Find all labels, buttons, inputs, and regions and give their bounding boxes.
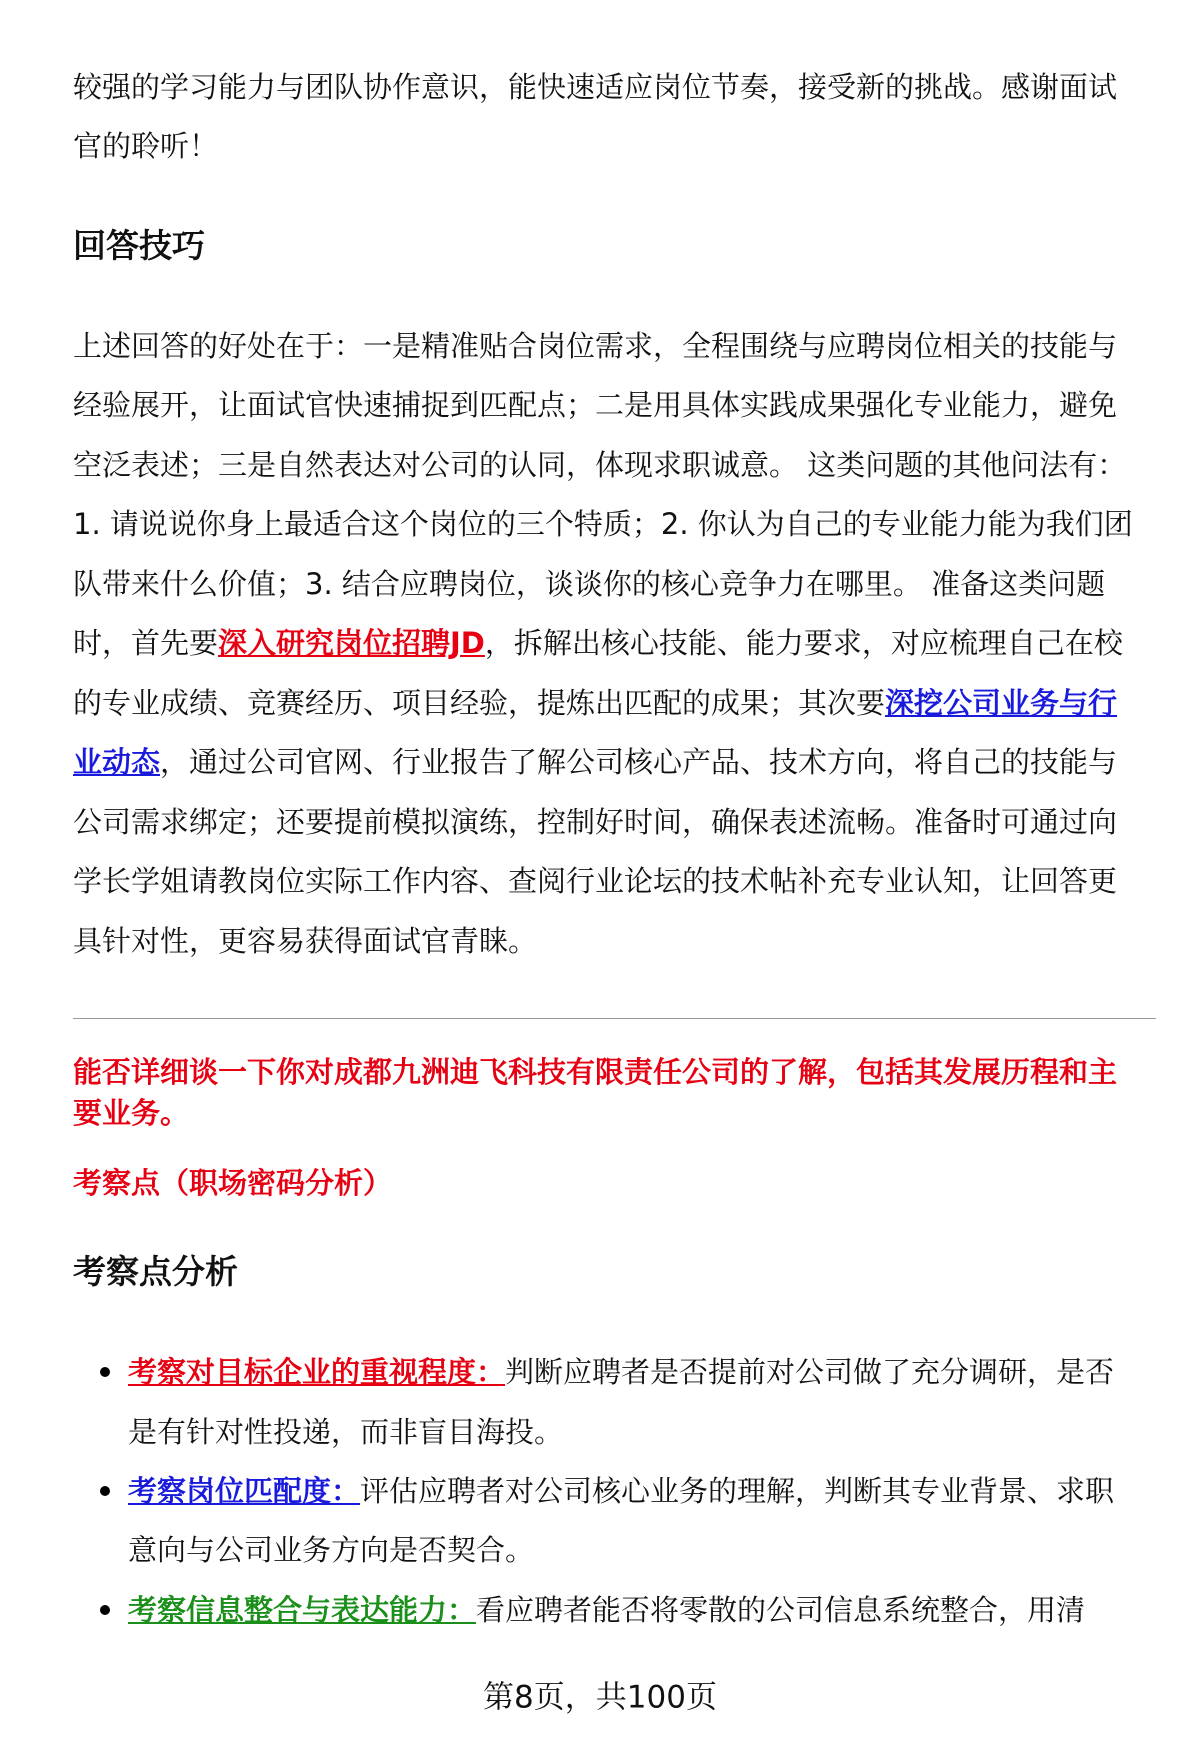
bullet-label[interactable]: 考察对目标企业的重视程度： [128,1355,506,1389]
tips-line: 学长学姐请教岗位实际工作内容、查阅行业论坛的技术帖补充专业认知，让回答更 [73,864,1118,898]
bullet-item [128,1352,1114,1392]
divider [73,1018,1156,1019]
bullet-item [128,1471,1114,1511]
text: ，拆解出核心技能、能力要求，对应梳理自己在校 [484,626,1123,660]
intro-line: 较强的学习能力与团队协作意识，能快速适应岗位节奏，接受新的挑战。感谢面试 [73,70,1118,104]
bullet-item [128,1590,1085,1630]
tips-line [73,742,1117,782]
question-line: 要业务。 [73,1096,190,1130]
bullet-icon [100,1367,110,1377]
tips-line: 队带来什么价值；3. 结合应聘岗位，谈谈你的核心竞争力在哪里。 准备这类问题 [73,567,1106,601]
bullet-cont: 意向与公司业务方向是否契合。 [128,1533,535,1567]
link-company-business-cont[interactable]: 业动态 [73,745,161,779]
tips-line: 1. 请说说你身上最适合这个岗位的三个特质；2. 你认为自己的专业能力能为我们团 [73,507,1133,541]
text: ，通过公司官网、行业报告了解公司核心产品、技术方向，将自己的技能与 [160,745,1118,779]
page-footer: 第8页，共100页 [483,1679,717,1716]
bullet-label[interactable]: 考察岗位匹配度： [128,1474,361,1508]
tips-line: 上述回答的好处在于：一是精准贴合岗位需求，全程围绕与应聘岗位相关的技能与 [73,329,1118,363]
bullet-text: 判断应聘者是否提前对公司做了充分调研，是否 [505,1355,1115,1389]
tips-line [73,683,1117,723]
text: 时，首先要 [73,626,219,660]
question-line: 能否详细谈一下你对成都九洲迪飞科技有限责任公司的了解，包括其发展历程和主 [73,1055,1118,1089]
bullet-cont: 是有针对性投递，而非盲目海投。 [128,1415,564,1449]
exam-point-label: 考察点（职场密码分析） [73,1166,393,1200]
bullet-icon [100,1486,110,1496]
bullet-label[interactable]: 考察信息整合与表达能力： [128,1593,477,1627]
tips-line: 经验展开，让面试官快速捕捉到匹配点；二是用具体实践成果强化专业能力，避免 [73,388,1118,422]
text: 的专业成绩、竞赛经历、项目经验，提炼出匹配的成果；其次要 [73,686,886,720]
tips-line: 空泛表述；三是自然表达对公司的认同，体现求职诚意。 这类问题的其他问法有： [73,448,1127,482]
tips-line: 具针对性，更容易获得面试官青睐。 [73,924,538,958]
bullet-text: 看应聘者能否将零散的公司信息系统整合，用清 [476,1593,1086,1627]
link-study-jd[interactable]: 深入研究岗位招聘JD [218,626,485,660]
tips-line: 公司需求绑定；还要提前模拟演练，控制好时间，确保表述流畅。准备时可通过向 [73,805,1118,839]
bullet-text: 评估应聘者对公司核心业务的理解，判断其专业背景、求职 [360,1474,1115,1508]
bullet-icon [100,1605,110,1615]
tips-line [73,623,1123,663]
intro-line: 官的聆听！ [73,129,219,163]
tips-heading: 回答技巧 [73,226,205,265]
link-company-business[interactable]: 深挖公司业务与行 [885,686,1118,720]
analysis-heading: 考察点分析 [73,1252,238,1291]
